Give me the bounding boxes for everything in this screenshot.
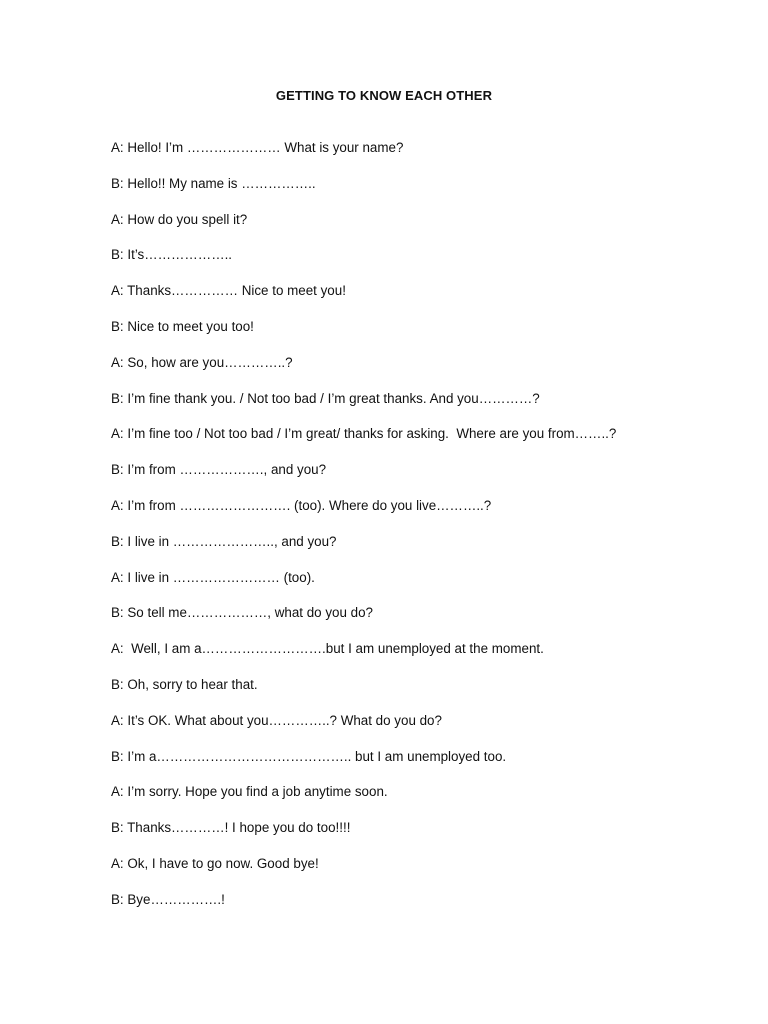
dialogue-line: B: Thanks…………! I hope you do too!!!!: [111, 820, 351, 836]
dialogue-line: A: I live in …………………… (too).: [111, 569, 315, 585]
document-title: GETTING TO KNOW EACH OTHER: [275, 88, 493, 103]
dialogue-line: B: Nice to meet you too!: [111, 318, 254, 334]
dialogue-line: A: Ok, I have to go now. Good bye!: [111, 855, 319, 871]
dialogue-line: B: I’m fine thank you. / Not too bad / I’m great thanks. And you…………?: [111, 390, 540, 406]
dialogue-line: B: I live in ………………….., and you?: [111, 533, 337, 549]
dialogue-line: A: Thanks…………… Nice to meet you!: [111, 283, 346, 299]
dialogue-line: B: Bye…………….!: [111, 891, 225, 907]
dialogue-line: B: I’m a…………………………………….. but I am unemployed too.: [111, 748, 507, 764]
dialogue-line: B: So tell me………………, what do you do?: [111, 605, 373, 621]
dialogue-line: B: Oh, sorry to hear that.: [111, 676, 258, 692]
dialogue-line: A: Well, I am a……………………….but I am unemployed at the moment.: [111, 641, 544, 657]
dialogue-line: A: I’m fine too / Not too bad / I’m great/ thanks for asking. Where are you from……..?: [111, 426, 617, 442]
dialogue-line: A: I’m from ……………………. (too). Where do you live………..?: [111, 497, 492, 513]
dialogue-list: [111, 139, 711, 927]
dialogue-line: B: It’s………………..: [111, 247, 233, 263]
dialogue-line: A: Hello! I’m ………………… What is your name?: [111, 140, 404, 155]
dialogue-line: A: How do you spell it?: [111, 211, 248, 227]
dialogue-line: A: It’s OK. What about you…………..? What do you do?: [111, 712, 442, 728]
dialogue-line: B: Hello!! My name is ……………..: [111, 175, 316, 191]
dialogue-line: B: I’m from ………………., and you?: [111, 462, 327, 478]
dialogue-line: A: I’m sorry. Hope you find a job anytime soon.: [111, 784, 388, 800]
dialogue-line: A: So, how are you…………..?: [111, 354, 293, 370]
